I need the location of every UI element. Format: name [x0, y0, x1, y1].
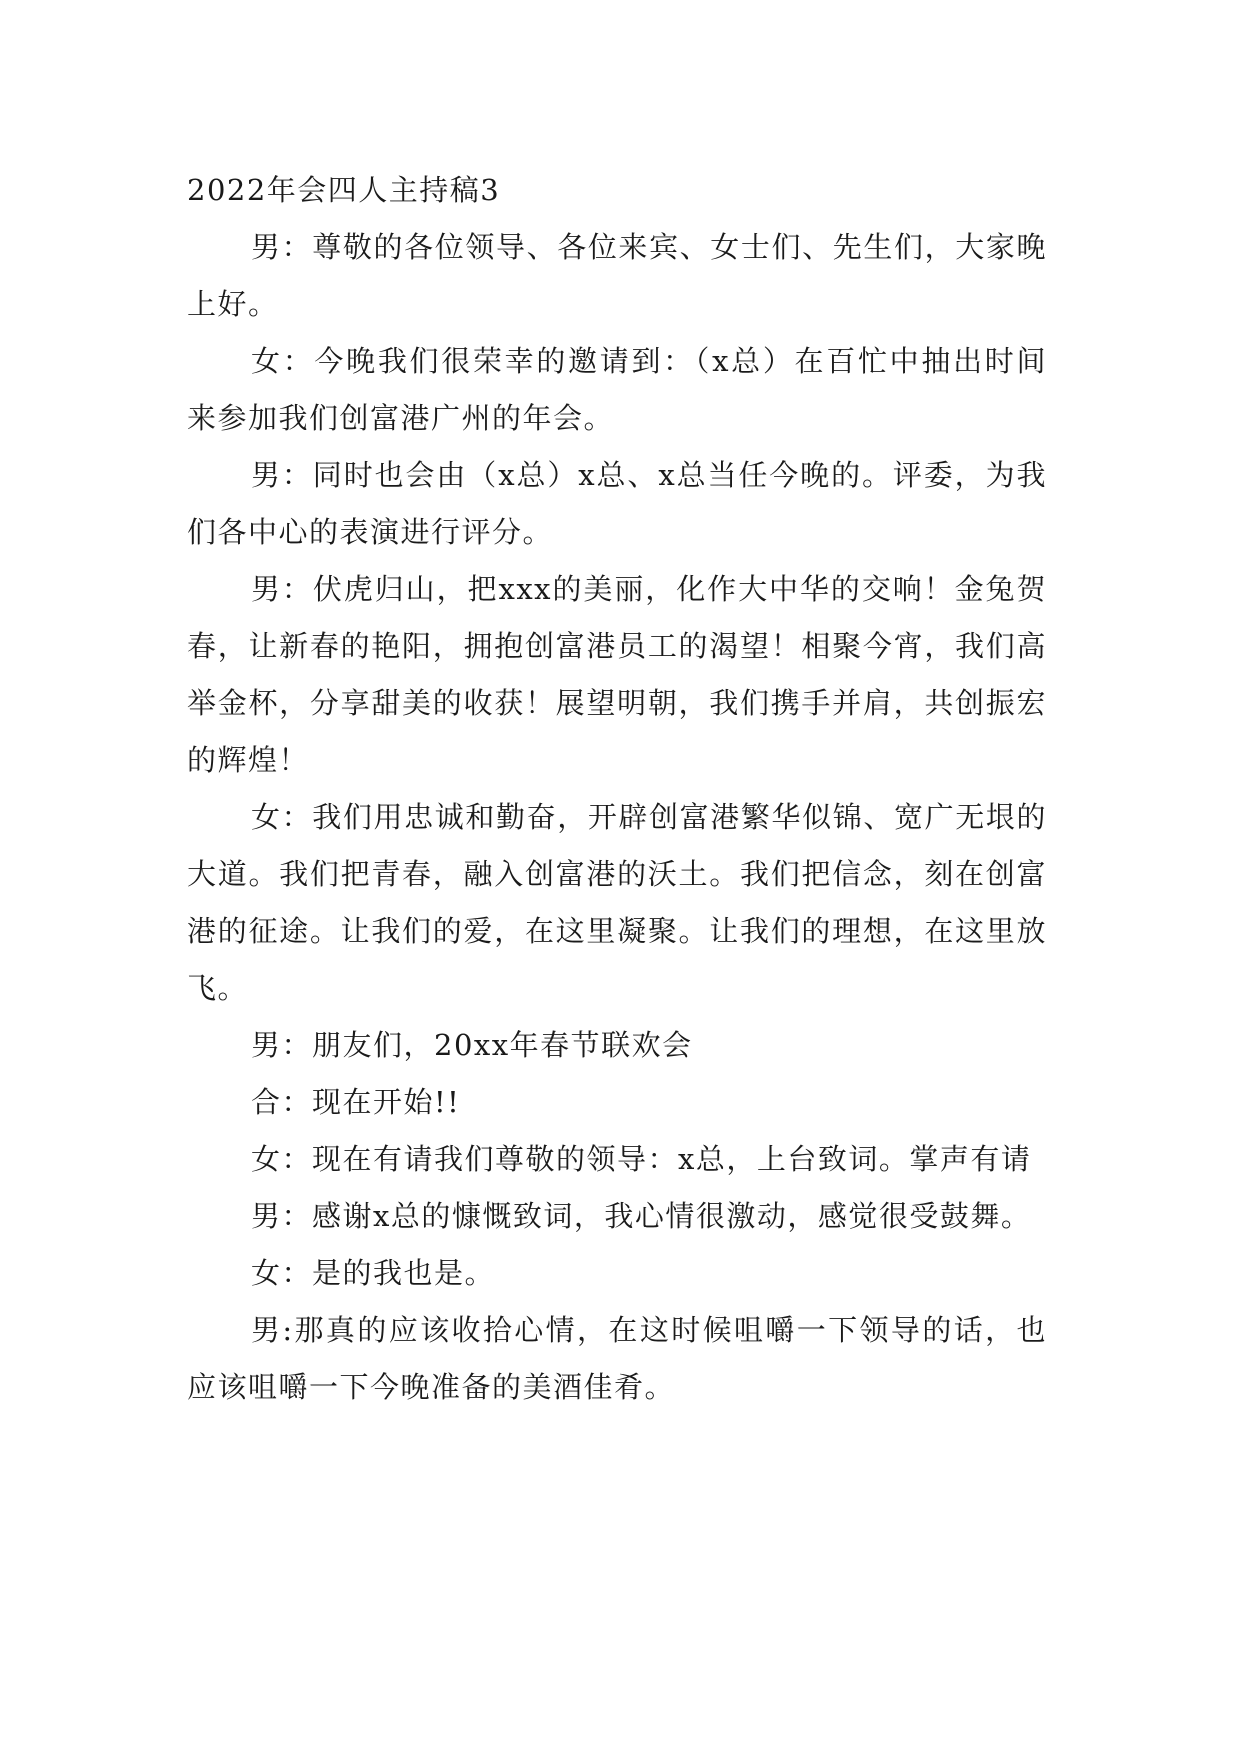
paragraph: 女：今晚我们很荣幸的邀请到：（x总）在百忙中抽出时间来参加我们创富港广州的年会。	[187, 344, 1047, 435]
paragraph: 女：我们用忠诚和勤奋，开辟创富港繁华似锦、宽广无垠的大道。我们把青春，融入创富港的沃土。我们把信念，刻在创富港的征途。让我们的爱，在这里凝聚。让我们的理想，在这里放飞。	[187, 800, 1047, 1005]
document-body	[187, 162, 1047, 1416]
paragraph: 男：伏虎归山，把xxx的美丽，化作大中华的交响！金兔贺春，让新春的艳阳，拥抱创富港员工的渴望！相聚今宵，我们高举金杯，分享甜美的收获！展望明朝，我们携手并肩，共创振宏的辉煌！	[187, 572, 1047, 777]
paragraph: 男：尊敬的各位领导、各位来宾、女士们、先生们，大家晚上好。	[187, 230, 1047, 321]
paragraph: 男：同时也会由（x总）x总、x总当任今晚的。评委，为我们各中心的表演进行评分。	[187, 458, 1047, 549]
paragraph: 男：朋友们，20xx年春节联欢会	[251, 1028, 693, 1062]
paragraph: 男：感谢x总的慷慨致词，我心情很激动，感觉很受鼓舞。	[251, 1199, 1032, 1233]
paragraph: 女：现在有请我们尊敬的领导：x总，上台致词。掌声有请	[251, 1142, 1032, 1176]
document-title: 2022年会四人主持稿3	[187, 173, 501, 207]
paragraph: 男:那真的应该收拾心情，在这时候咀嚼一下领导的话，也应该咀嚼一下今晚准备的美酒佳肴。	[187, 1313, 1047, 1404]
paragraph: 女：是的我也是。	[251, 1256, 496, 1290]
paragraph: 合：现在开始!!	[251, 1085, 461, 1119]
